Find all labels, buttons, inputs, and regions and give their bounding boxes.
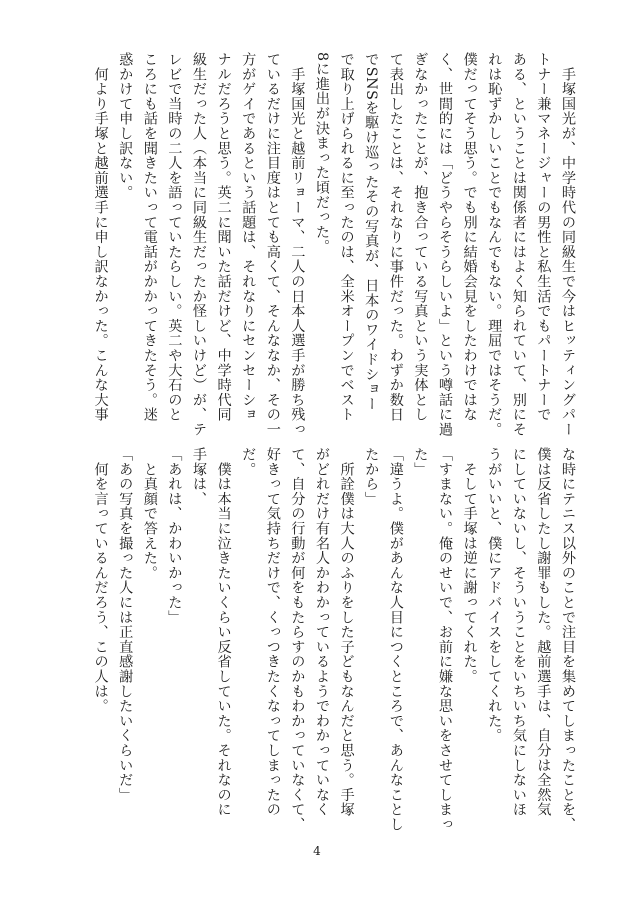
text-line: でSNSを駆け巡ったその写真が、日本のワイドショー: [363, 52, 380, 412]
text-line: 僕は本当に泣きたいくらい反省していた。それなのに: [215, 447, 232, 817]
text-line: 方がゲイであるという話題は、それなりにセンセーショ: [240, 52, 257, 422]
text-line: 好きって気持ちだけで、くっつきたくなってしまったの: [264, 447, 281, 817]
text-line: ある、ということは関係者にはよく知られていて、別にそ: [510, 52, 527, 437]
lower-block-line: [531, 0, 555, 900]
lower-block-line: [138, 0, 162, 900]
text-line: 手塚国光と越前リョーマ、二人の日本人選手が勝ち残っ: [289, 52, 306, 437]
lower-block-line: [187, 0, 211, 900]
text-line: そして手塚は逆に謝ってくれた。: [461, 447, 478, 684]
text-line: と真顔で答えた。: [141, 447, 158, 581]
lower-block-line: [384, 0, 408, 900]
lower-block-line: [89, 0, 113, 900]
lower-block-line: [408, 0, 432, 900]
text-line: で取り上げられるに至ったのは、全米オープンでベスト: [338, 52, 355, 422]
page-number: 4: [313, 844, 321, 858]
text-line: 惑かけて申し訳ない。: [117, 52, 134, 200]
text-line: 「違うよ。僕があんな人目につくところで、あんなことし: [387, 447, 404, 832]
lower-block-line: [261, 0, 285, 900]
lower-block-line: [310, 0, 334, 900]
text-line: ナルだろうと思う。英二に聞いた話だけど、中学時代同: [215, 52, 232, 422]
text-line: だ。: [240, 447, 257, 477]
lower-block-line: [236, 0, 260, 900]
text-line: た」: [412, 447, 429, 477]
text-line: 所詮僕は大人のふりをした子どもなんだと思う。手塚: [338, 447, 355, 817]
text-line: にしていないし、そういうことをいちいち気にしないほ: [510, 447, 527, 817]
lower-block-line: [335, 0, 359, 900]
lower-block-line: [162, 0, 186, 900]
text-line: 何を言っているんだろう、この人は。: [92, 447, 109, 714]
lower-block-line: [507, 0, 531, 900]
lower-block-line: [359, 0, 383, 900]
text-line: 僕は反省したし謝罪もした。越前選手は、自分は全然気: [535, 447, 552, 817]
text-line: 級生だった人（本当に同級生だったか怪しいけど）が、テ: [191, 52, 207, 437]
text-line: 「あの写真を撮った人には正直感謝したいくらいだ」: [117, 447, 134, 803]
text-line: れは恥ずかしいことでもなんでもない。理屈ではそうだ。: [486, 52, 503, 437]
text-line: て、自分の行動が何をもたらすのかもわかっていなくて、: [289, 447, 306, 832]
text-line: ころにも話を聞きたいって電話がかかってきたそう。迷: [141, 52, 158, 422]
text-line: 「あれは、かわいかった」: [166, 447, 183, 625]
lower-block-line: [458, 0, 482, 900]
lower-block-line: [482, 0, 506, 900]
text-line: 何より手塚と越前選手に申し訳なかった。こんな大事: [92, 52, 109, 422]
text-line: 手塚は、: [191, 447, 207, 507]
lower-block-line: [113, 0, 137, 900]
text-line: 手塚国光が、中学時代の同級生で今はヒッティングパー: [560, 52, 576, 437]
text-line: レビで当時の二人を語っていたらしい。英二や大石のと: [166, 52, 183, 422]
text-line: トナー兼マネージャーの男性と私生活でもパートナーで: [535, 52, 552, 422]
text-line: 僕だってそう思う。でも別に結婚会見をしたわけではな: [461, 52, 478, 422]
text-line: て表出したことは、それなりに事件だった。わずか数日: [387, 52, 404, 422]
text-line: な時にテニス以外のことで注目を集めてしまったことを、: [560, 447, 576, 832]
text-line: く、世間的には「どうやらそうらしいよ」という噂話に過: [437, 52, 453, 437]
lower-block-line: [433, 0, 457, 900]
lower-block-line: [556, 0, 580, 900]
text-line: ているだけに注目度はとても高くて、そんななか、その一: [264, 52, 281, 437]
text-line: 「すまない。俺のせいで、お前に嫌な思いをさせてしまっ: [437, 447, 453, 832]
text-line: 8に進出が決まった頃だった。: [314, 52, 330, 255]
text-line: ぎなかったことが、抱き合っている写真という実体とし: [412, 52, 429, 422]
lower-block-line: [285, 0, 309, 900]
text-line: たから」: [363, 447, 380, 507]
text-line: がどれだけ有名人かわかっているようでわかっていなく: [314, 447, 330, 817]
text-line: うがいいと、僕にアドバイスをしてくれた。: [486, 447, 503, 743]
lower-block-line: [212, 0, 236, 900]
